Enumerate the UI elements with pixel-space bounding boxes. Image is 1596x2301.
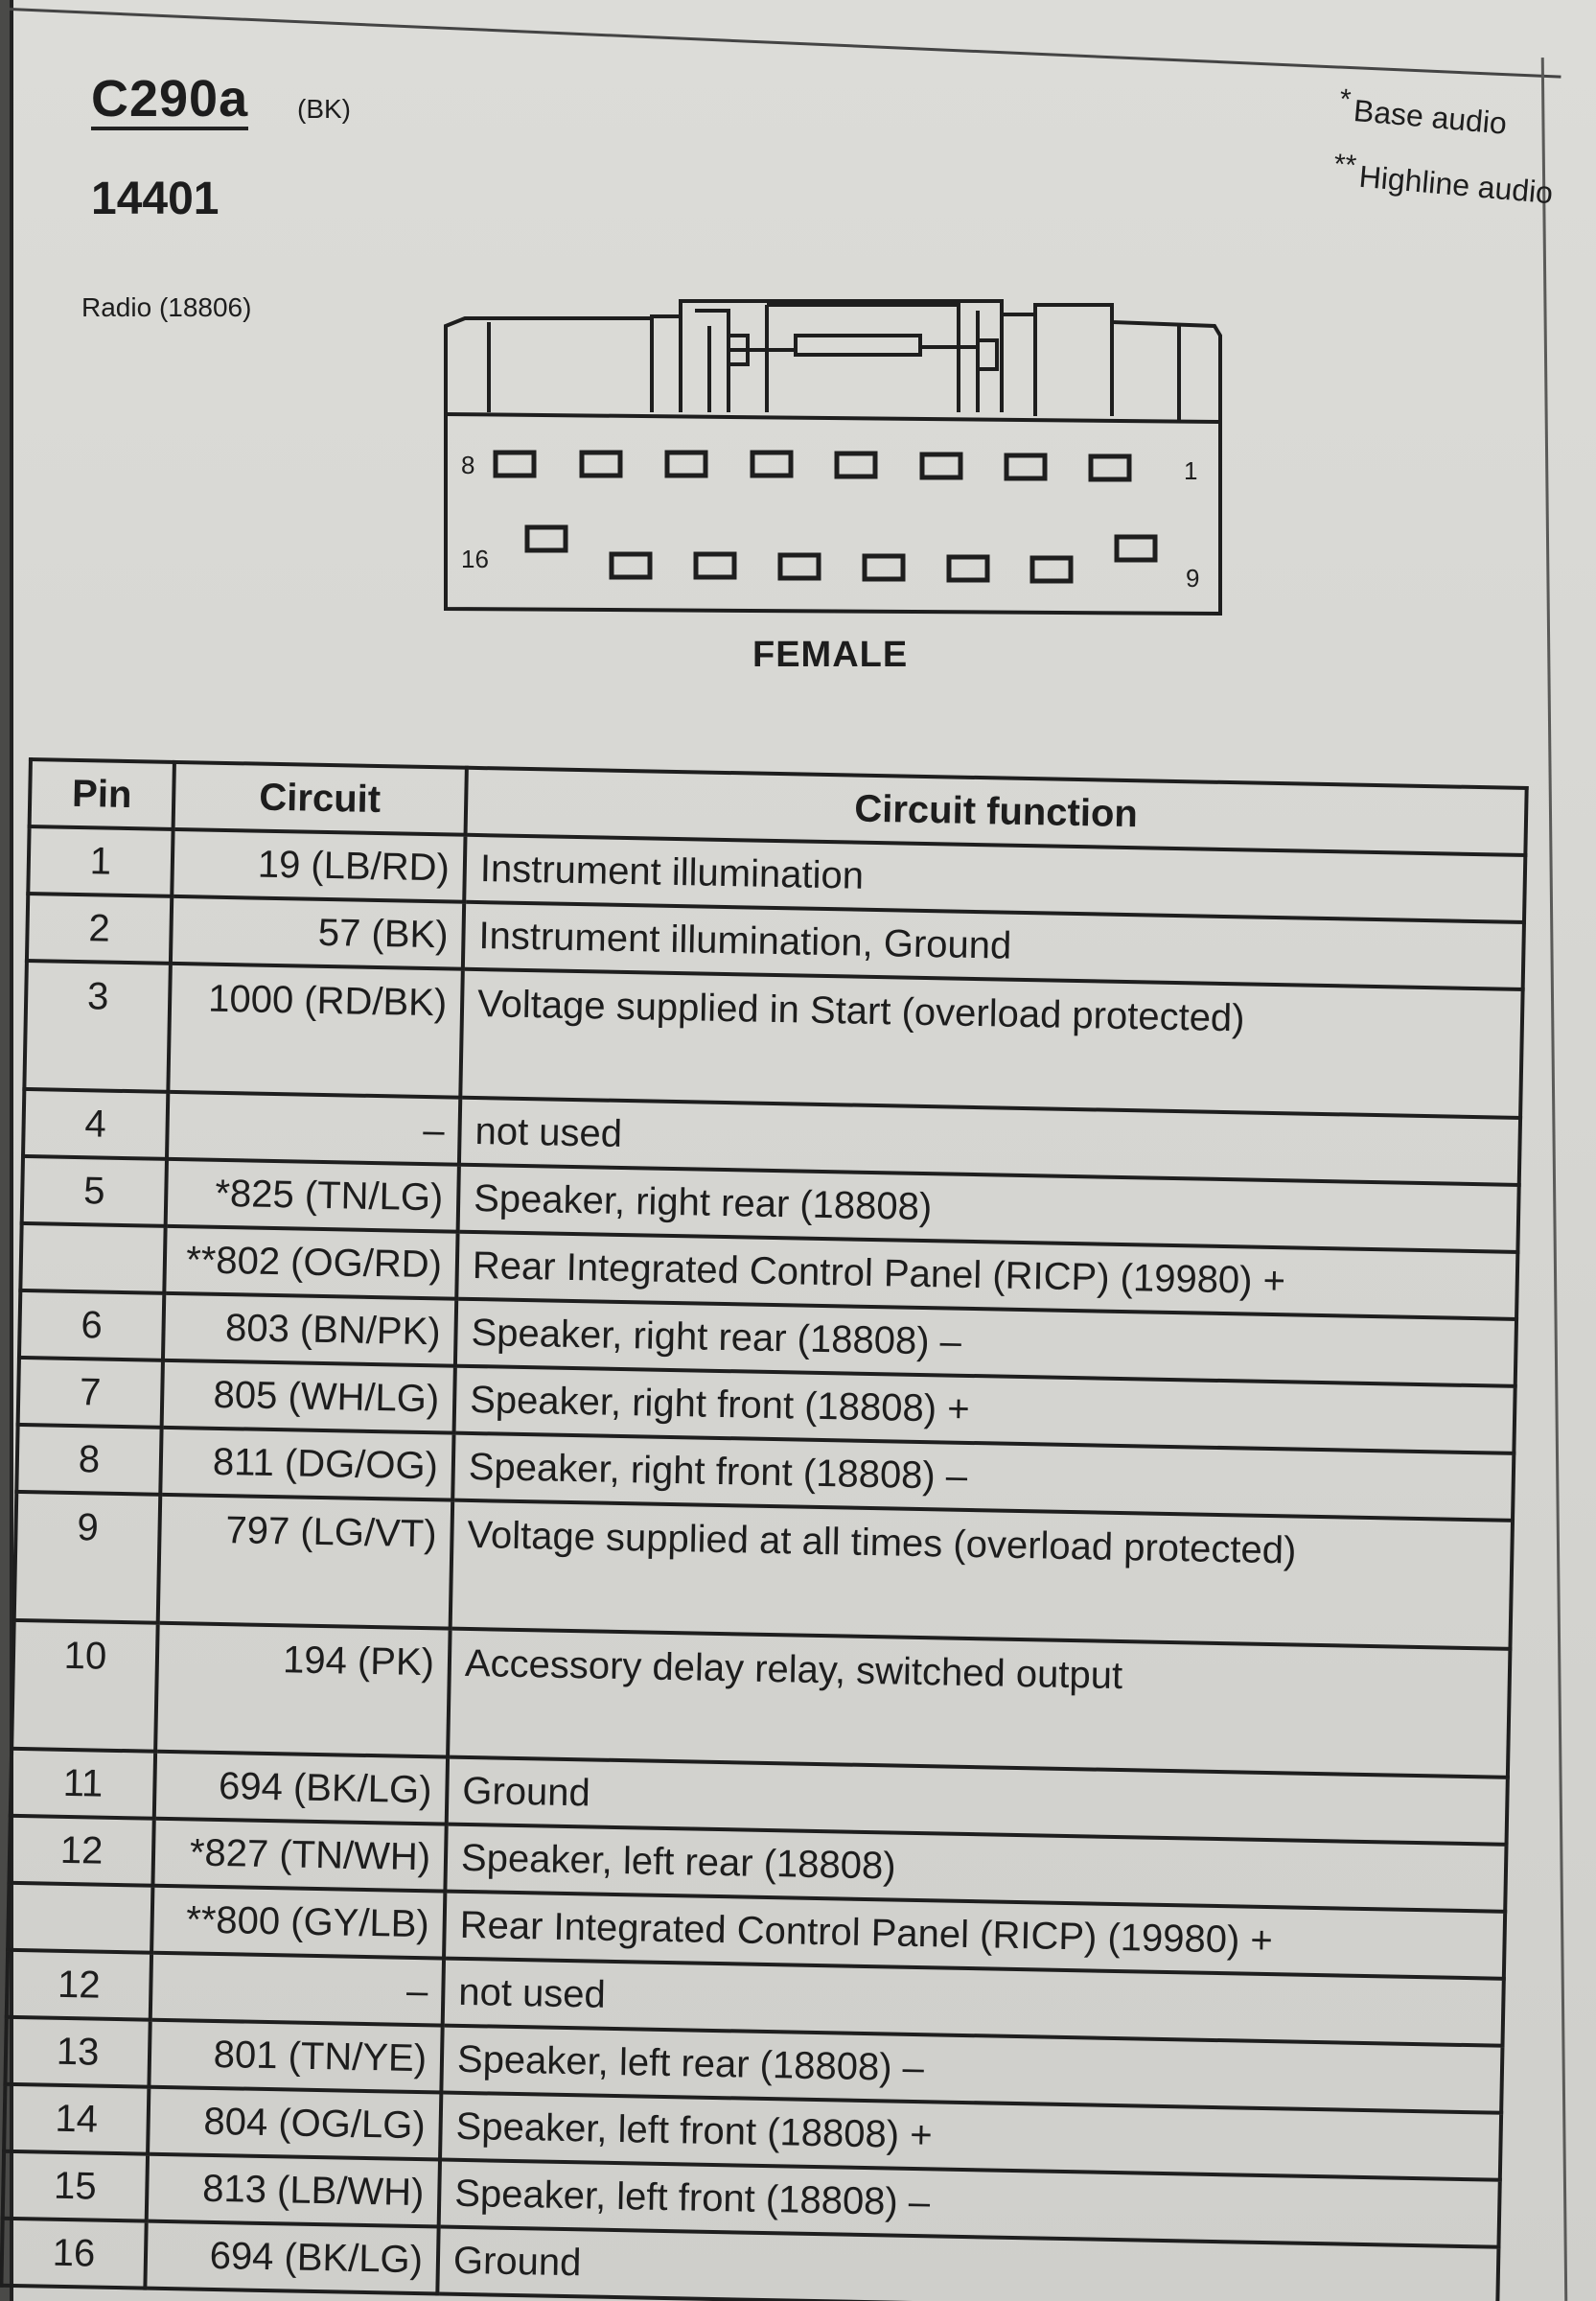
pin-cavity-9 — [1117, 537, 1155, 560]
legend-label: Base audio — [1352, 92, 1509, 141]
pinout-table-wrap — [0, 757, 1529, 2301]
pin-cavity-1 — [1091, 456, 1129, 479]
connector-latch — [652, 305, 1112, 416]
part-number: 14401 — [91, 174, 220, 224]
pin-cavity-4 — [837, 453, 875, 476]
function-cell: Speaker, left front (18808) + — [440, 2093, 1501, 2180]
circuit-cell: 1000 (RD/BK) — [168, 964, 463, 1098]
connector-color: (BK) — [297, 94, 351, 124]
page-right-rule — [1541, 58, 1568, 2301]
pin-cell: 14 — [4, 2084, 149, 2154]
circuit-cell: 694 (BK/LG) — [154, 1752, 448, 1825]
function-cell: not used — [443, 1959, 1504, 2046]
function-cell: Speaker, left rear (18808) – — [441, 2026, 1502, 2113]
circuit-cell: 813 (LB/WH) — [147, 2154, 440, 2227]
function-cell: Speaker, right rear (18808) — [458, 1165, 1519, 1252]
function-cell: Ground — [437, 2226, 1498, 2301]
legend-mark: * — [1338, 82, 1353, 116]
pin-cell: 9 — [14, 1492, 161, 1623]
pin-cavity-6 — [667, 453, 705, 476]
page-top-rule — [10, 8, 1561, 79]
pin-cavity-10 — [1032, 558, 1071, 581]
pin-cavity-5 — [752, 453, 791, 476]
circuit-cell: 797 (LG/VT) — [158, 1495, 453, 1629]
pin-cell: 1 — [28, 826, 173, 896]
header-function: Circuit function — [466, 768, 1527, 855]
pin-cell: 4 — [23, 1089, 168, 1159]
legend-label: Highline audio — [1357, 158, 1555, 210]
circuit-cell: – — [167, 1092, 460, 1165]
circuit-cell: 57 (BK) — [171, 896, 464, 969]
connector-gender: FEMALE — [752, 635, 909, 675]
function-cell: Instrument illumination — [464, 835, 1525, 922]
pin-cell — [20, 1223, 165, 1293]
pin-cell: 10 — [12, 1620, 158, 1752]
connector-shell-line — [446, 414, 1220, 422]
pin-cell: 16 — [1, 2219, 146, 2289]
pin-cell: 2 — [27, 894, 172, 964]
pin-cell: 13 — [5, 2017, 150, 2087]
pin-cavity-11 — [949, 557, 987, 580]
pin-cell: 12 — [7, 1950, 151, 2020]
function-cell: Rear Integrated Control Panel (RICP) (19980) + — [444, 1892, 1505, 1979]
circuit-cell: 811 (DG/OG) — [160, 1428, 453, 1500]
circuit-cell: 805 (WH/LG) — [162, 1360, 455, 1433]
pin-cavity-15 — [612, 554, 650, 577]
function-cell: Speaker, right rear (18808) – — [455, 1299, 1516, 1386]
circuit-cell: 694 (BK/LG) — [145, 2221, 438, 2294]
pin-cavity-7 — [582, 453, 620, 476]
pin-cavity-3 — [922, 454, 960, 477]
pin-label-16: 16 — [461, 545, 489, 573]
audio-legend — [1330, 72, 1561, 221]
pin-cavity-8 — [496, 453, 534, 476]
header-circuit: Circuit — [173, 762, 467, 835]
pin-cavity-13 — [780, 555, 819, 578]
pin-cell: 11 — [11, 1749, 155, 1819]
function-cell: Voltage supplied at all times (overload protected) — [451, 1500, 1513, 1649]
connector-face-diagram — [436, 297, 1232, 623]
header-pin: Pin — [30, 759, 174, 829]
legend-mark: ** — [1332, 148, 1358, 182]
component-name: Radio (18806) — [81, 292, 252, 322]
pin-cavity-16 — [527, 527, 566, 550]
pin-cavity-2 — [1006, 455, 1045, 478]
pin-cavity-14 — [696, 554, 734, 577]
function-cell: Rear Integrated Control Panel (RICP) (19980) + — [456, 1232, 1517, 1319]
circuit-cell: 804 (OG/LG) — [148, 2087, 441, 2160]
pin-cell: 12 — [9, 1816, 153, 1886]
pin-label-9: 9 — [1186, 564, 1200, 593]
circuit-cell: 19 (LB/RD) — [172, 829, 465, 902]
pin-cell: 5 — [22, 1156, 167, 1226]
circuit-cell: 801 (TN/YE) — [149, 2020, 442, 2093]
circuit-cell: 803 (BN/PK) — [163, 1293, 456, 1366]
function-cell: Accessory delay relay, switched output — [448, 1629, 1510, 1778]
connector-code: C290a — [91, 72, 248, 130]
function-cell: Speaker, left rear (18808) — [445, 1825, 1506, 1912]
circuit-cell: *827 (TN/WH) — [152, 1819, 446, 1892]
pin-cell: 6 — [19, 1290, 164, 1360]
function-cell: Ground — [447, 1757, 1508, 1845]
pin-cell — [8, 1883, 152, 1953]
pinout-table — [0, 757, 1529, 2301]
circuit-cell: *825 (TN/LG) — [166, 1159, 459, 1232]
function-cell: Voltage supplied in Start (overload protected) — [460, 969, 1522, 1118]
pin-cavity-12 — [865, 556, 903, 579]
pin-label-8: 8 — [461, 451, 475, 479]
circuit-cell: 194 (PK) — [155, 1623, 451, 1757]
function-cell: Speaker, left front (18808) – — [439, 2160, 1500, 2247]
pin-cell: 3 — [24, 961, 171, 1092]
pin-label-1: 1 — [1184, 456, 1198, 485]
function-cell: not used — [459, 1098, 1520, 1185]
pin-cell: 15 — [3, 2151, 148, 2221]
circuit-cell: – — [150, 1953, 444, 2026]
circuit-cell: **802 (OG/RD) — [164, 1226, 457, 1299]
function-cell: Speaker, right front (18808) + — [454, 1366, 1515, 1453]
function-cell: Instrument illumination, Ground — [463, 902, 1524, 989]
pin-cell: 7 — [18, 1358, 163, 1428]
function-cell: Speaker, right front (18808) – — [452, 1433, 1514, 1521]
pin-cell: 8 — [16, 1425, 161, 1495]
circuit-cell: **800 (GY/LB) — [151, 1886, 445, 1959]
